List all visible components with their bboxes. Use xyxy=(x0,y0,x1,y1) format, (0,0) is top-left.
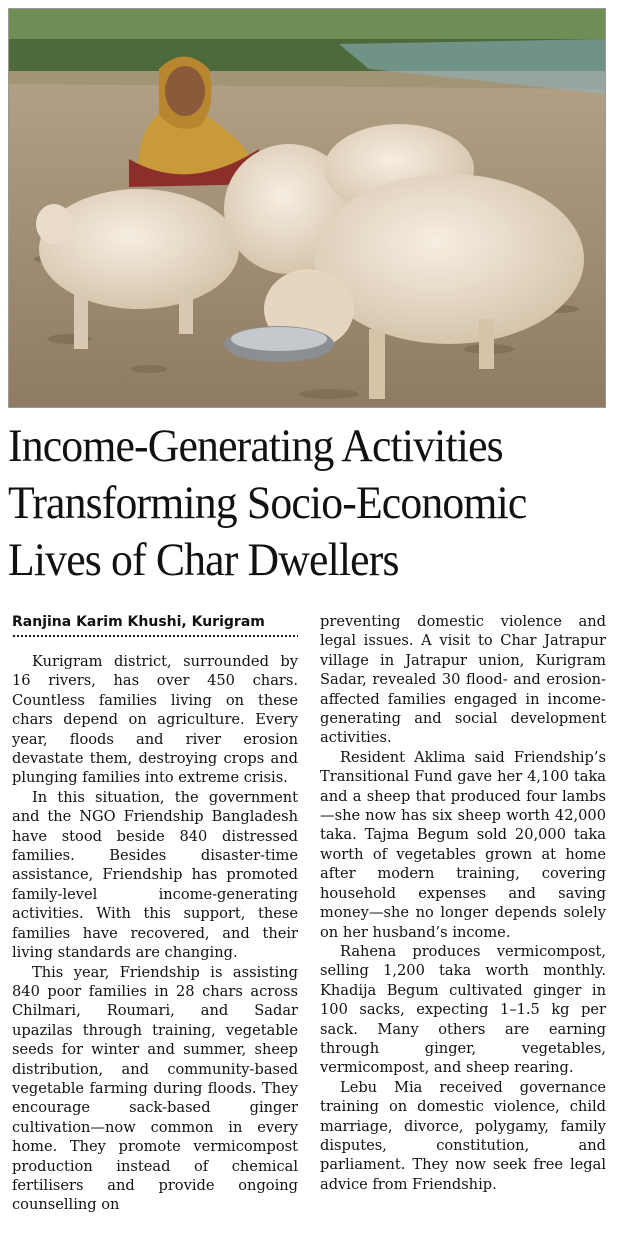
woman-with-sheep-photo xyxy=(8,8,606,408)
headline-line: Income-Generating Activities xyxy=(8,420,503,472)
left-column xyxy=(12,652,298,1215)
paragraph: This year, Friendship is assisting 840 poor families in 28 chars across Chilmari, Roumari, and Sadar upazilas through training, vegetable seeds for winter and summer, sheep distribution, and community-based vegetable farming during floods. They encourage sack-based ginger cultivation—now common in every home. They promote vermicompost production instead of chemical fertilisers and provide ongoing counselling on xyxy=(12,963,298,1214)
headline-line: Lives of Char Dwellers xyxy=(8,534,399,586)
paragraph: Kurigram district, surrounded by 16 rivers, has over 450 chars. Countless families living on these chars depend on agriculture. Every year, floods and river erosion devastate them, destroying crops and plunging families into extreme crisis. xyxy=(12,653,298,787)
paragraph: Resident Aklima said Friendship’s Transitional Fund gave her 4,100 taka and a sheep that produced four lambs—she now has six sheep worth 42,000 taka. Tajma Begum sold 20,000 taka worth of vegetables grown at home after modern training, covering household expenses and saving money—she no longer depends solely on her husband’s income. xyxy=(320,748,606,941)
dotted-divider xyxy=(12,634,298,638)
paragraph: preventing domestic violence and legal issues. A visit to Char Jatrapur village in Jatrapur union, Kurigram Sadar, revealed 30 flood- and erosion-affected families engaged in income-generating and social development activities. xyxy=(320,613,606,747)
byline: Ranjina Karim Khushi, Kurigram xyxy=(12,614,265,630)
headline xyxy=(8,418,570,589)
paragraph: In this situation, the government and the NGO Friendship Bangladesh have stood beside 840 distressed families. Besides disaster-time assistance, Friendship has promoted family-level income-generating activities. With this support, these families have recovered, and their living standards are changing. xyxy=(12,788,298,962)
paragraph: Rahena produces vermicompost, selling 1,200 taka worth monthly. Khadija Begum cultivated ginger in 100 sacks, expecting 1–1.5 kg per sack. Many others are earning through ginger, vegetables, vermicompost, and sheep rearing. xyxy=(320,942,606,1077)
right-column xyxy=(320,612,606,1194)
paragraph: Lebu Mia received governance training on domestic violence, child marriage, divorce, polygamy, family disputes, constitution, and parliament. They now seek free legal advice from Friendship. xyxy=(320,1078,606,1193)
headline-line: Transforming Socio-Economic xyxy=(8,477,527,529)
